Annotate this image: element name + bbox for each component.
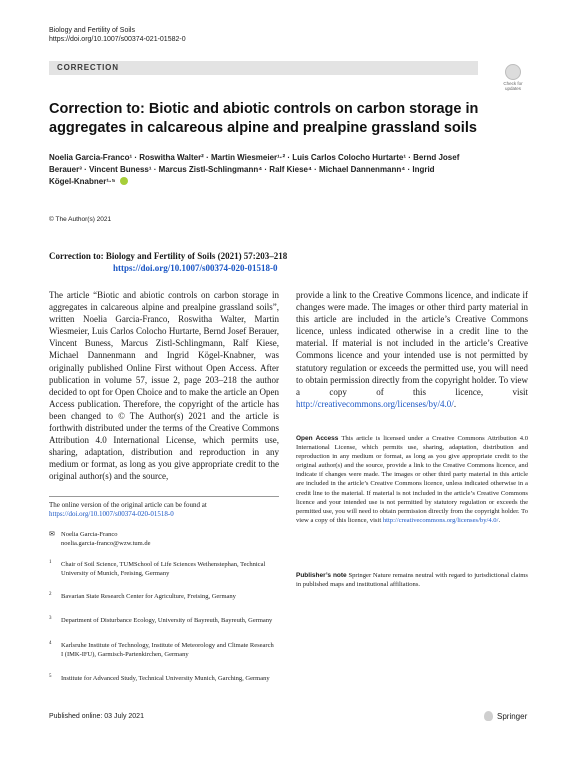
- envelope-icon: ✉: [49, 530, 55, 538]
- correction-reference-title: Correction to: Biology and Fertility of Soils (2021) 57:203–218: [49, 251, 288, 261]
- original-article-link[interactable]: https://doi.org/10.1007/s00374-020-01518-0: [49, 510, 174, 518]
- orcid-icon[interactable]: [120, 177, 128, 185]
- open-access-text: This article is licensed under a Creative Commons Attribution 4.0 International License, which permits use, sharing, adaptation, distribution and reproduction in any medium or format, as long as you give appropriate credit to the original author(s) and the source, provide a link to the Creative Commons licence, and indicate if changes were made. The images or other third party material in this article are included in the article’s Creative Commons licence, unless indicated otherwise in a credit line to the material. If material is not included in the article’s Creative Commons licence and your intended use is not permitted by statutory regulation or exceeds the permitted use, you will need to obtain permission directly from the copyright holder. To view a copy of this licence, visit: [296, 435, 529, 524]
- publisher-logo: [484, 711, 527, 721]
- body-paragraph-continued: [296, 289, 528, 410]
- affiliation-number: 3: [49, 616, 52, 621]
- open-access-label: Open Access: [296, 435, 339, 442]
- publisher-note: [296, 571, 528, 589]
- affiliation-number: 2: [49, 592, 52, 597]
- publisher-note-text: Springer Nature remains neutral with regard to jurisdictional claims in published maps and institutional affiliations.: [296, 572, 528, 589]
- licence-link[interactable]: http://creativecommons.org/licenses/by/4.0/: [296, 398, 454, 409]
- online-version-note: [49, 501, 279, 519]
- article-title: Correction to: Biotic and abiotic controls on carbon storage in aggregates in calcareous alpine and prealpine grassland soils: [49, 101, 479, 136]
- author-names: Noelia Garcia‑Franco¹ · Roswitha Walter² · Martin Wiesmeier¹·² · Luis Carlos Colocho Hurtarte¹ · Bernd Josef Berauer³ · Vincent Buness¹ · Marcus Zistl‑Schlingmann⁴ · Ralf Kiese⁴ · Michael Dannenmann⁴ · Ingrid Kögel‑Knabner¹·⁵: [49, 153, 460, 186]
- body-text-end: .: [453, 398, 457, 409]
- author-list: [49, 152, 489, 188]
- publisher-note-label: Publisher’s note: [296, 572, 347, 579]
- article-doi[interactable]: https://doi.org/10.1007/s00374-021-01582-0: [49, 36, 186, 43]
- affiliation-number: 4: [49, 641, 52, 646]
- body-paragraph: The article “Biotic and abiotic controls on carbon storage in aggregates in calcareous alpine and prealpine grassland soils”, written Noelia Garcia‑Franco, Roswitha Walter, Martin Wiesmeier, Luis Carlos Colocho Hurtarte, Bernd Josef Berauer, Vincent Buness, Marcus Zistl‑Schlingmann, Ralf Kiese, Michael Dannenmann and Ingrid Kögel‑Knabner, was originally published Online First without Open Access. After publication in volume 57, issue 2, page 203–218 the author decided to opt for Open Choice and to make the article an Open Access publication. Therefore, the copyright of the article has been changed to © The Author(s) 2021 and the article is forthwith distributed under the terms of the Creative Commons Attribution 4.0 International License, which permits use, sharing, adaptation, distribution and reproduction in any medium or format, as long as you give appropriate credit to the original author(s) and the source,: [49, 290, 279, 482]
- corresponding-author-name: Noelia Garcia‑Franco: [61, 531, 118, 538]
- article-type-band: [49, 61, 478, 75]
- journal-name: Biology and Fertility of Soils: [49, 27, 135, 34]
- copyright-notice: © The Author(s) 2021: [49, 216, 112, 223]
- springer-horse-icon: [484, 711, 493, 721]
- body-column-right: [296, 289, 528, 410]
- badge-line-1: Check for: [503, 81, 523, 86]
- open-access-end: .: [498, 516, 501, 524]
- publisher-name: Springer: [497, 712, 528, 721]
- affiliation-number: 5: [49, 674, 52, 679]
- check-for-updates-icon: [505, 64, 521, 80]
- body-column-left: [49, 289, 279, 483]
- footnote-divider: [49, 496, 279, 497]
- affiliation-text: Department of Disturbance Ecology, University of Bayreuth, Bayreuth, Germany: [61, 617, 273, 624]
- affiliation-text: Chair of Soil Science, TUMSchool of Life Sciences Weihenstephan, Technical University of Munich, Freising, Germany: [61, 561, 266, 577]
- open-access-licence-link[interactable]: http://creativecommons.org/licenses/by/4.0/: [382, 516, 499, 524]
- affiliation-text: Karlsruhe Institute of Technology, Institute of Meteorology and Climate Research I (IMK-IFU), Garmisch-Partenkirchen, Germany: [61, 642, 274, 658]
- affiliation-text: Bavarian State Research Center for Agriculture, Freising, Germany: [61, 593, 236, 600]
- open-access-statement: [296, 434, 528, 525]
- journal-header: [49, 26, 186, 44]
- affiliation-text: Institute for Advanced Study, Technical University Munich, Garching, Germany: [61, 675, 270, 682]
- online-version-text: The online version of the original article can be found at: [49, 501, 207, 509]
- article-type-label: CORRECTION: [57, 63, 119, 72]
- check-for-updates-badge[interactable]: [498, 64, 528, 94]
- published-date: Published online: 03 July 2021: [49, 713, 144, 720]
- corresponding-author-email[interactable]: noelia.garcia-franco@wzw.tum.de: [61, 540, 151, 547]
- affiliation-number: 1: [49, 560, 52, 565]
- badge-line-2: updates: [504, 86, 521, 91]
- body-text: provide a link to the Creative Commons licence, and indicate if changes were made. The images or other third party material in this article are included in the article’s Creative Commons licence, unless indicated otherwise in a credit line to the material. If material is not included in the article’s Creative Commons licence and your intended use is not permitted by statutory regulation or exceeds the permitted use, you will need to obtain permission directly from the copyright holder. To view a copy of this licence, visit: [296, 290, 528, 397]
- correction-reference-doi[interactable]: https://doi.org/10.1007/s00374-020-01518-0: [113, 263, 278, 273]
